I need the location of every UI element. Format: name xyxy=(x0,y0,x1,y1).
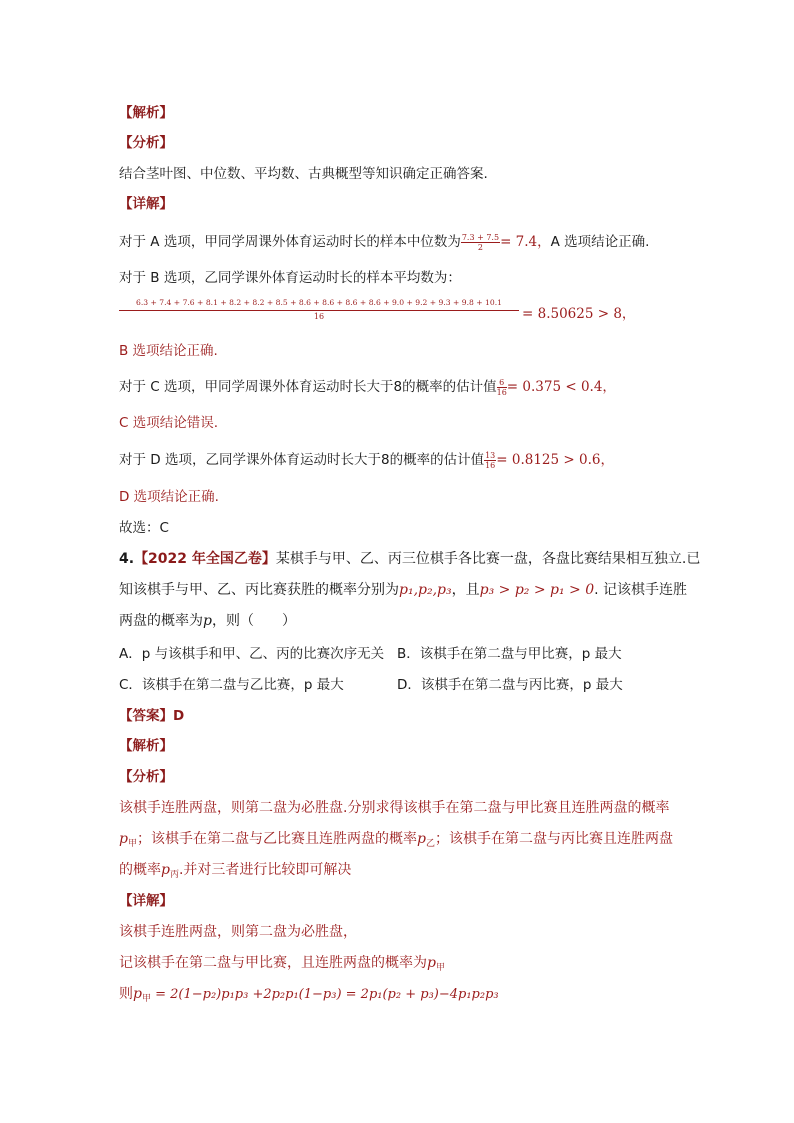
subscript: 丙 xyxy=(169,870,179,880)
option-d-prefix: 对于 D 选项，乙同学课外体育运动时长大于8的概率的估计值 xyxy=(119,452,485,468)
question-4-line-1 xyxy=(119,549,700,569)
fenxi-text-3c: .并对三者进行比较即可解决 xyxy=(178,862,352,878)
fraction-denominator: 2 xyxy=(461,242,500,252)
question-text-1: 某棋手与甲、乙、丙三位棋手各比赛一盘，各盘比赛结果相互独立.已 xyxy=(275,551,701,567)
fenxi-text: 结合茎叶图、中位数、平均数、古典概型等知识确定正确答案. xyxy=(119,166,488,182)
option-d-result: = 0.8125 > 0.6， xyxy=(496,452,614,468)
probability-formula: = 2(1−p₂)p₁p₃ +2p₂p₁(1−p₃) = 2p₁(p₂ + p₃)−4p₁p₂p₃ xyxy=(150,987,499,1002)
probabilities: p₁,p₂,p₃ xyxy=(399,582,452,598)
subscript: 甲 xyxy=(127,839,137,849)
fenxi-text-2b: ；该棋手在第二盘与乙比赛且连胜两盘的概率 xyxy=(136,831,417,847)
option-a-prefix: 对于 A 选项，甲同学周课外体育运动时长的样本中位数为 xyxy=(119,234,461,250)
fraction-denominator: 16 xyxy=(485,460,496,470)
p-symbol: p xyxy=(427,955,436,971)
question-4-line-3 xyxy=(119,611,296,631)
subscript: 甲 xyxy=(141,994,151,1004)
subscript: 乙 xyxy=(425,839,435,849)
option-d-analysis xyxy=(119,450,614,470)
xiangjie-heading: 【详解】 xyxy=(119,196,173,212)
option-a-analysis xyxy=(119,232,649,252)
option-b: B．该棋手在第二盘与甲比赛，p 最大 xyxy=(397,646,622,662)
question-source: 【2022 年全国乙卷】 xyxy=(134,551,276,567)
option-c-fraction xyxy=(497,378,507,397)
option-b-analysis: 对于 B 选项，乙同学课外体育运动时长的样本平均数为： xyxy=(119,270,461,286)
option-b-result: = 8.50625 > 8， xyxy=(522,306,636,322)
fraction-numerator: 7.3 + 7.5 xyxy=(461,232,500,242)
q4-fenxi-heading: 【分析】 xyxy=(119,769,173,785)
fenxi-heading: 【分析】 xyxy=(119,135,173,151)
detail-line-2 xyxy=(119,953,445,978)
option-d-fraction xyxy=(484,451,496,470)
answer-choice: 故选：C xyxy=(119,520,169,536)
q4-jiexi-heading: 【解析】 xyxy=(119,738,173,754)
fenxi-text-2d: ；该棋手在第二盘与丙比赛且连胜两盘 xyxy=(434,831,673,847)
p-symbol: p xyxy=(203,613,212,629)
p-symbol: p xyxy=(133,986,142,1002)
option-b-conclusion: B 选项结论正确. xyxy=(119,343,218,359)
option-a: A．p 与该棋手和甲、乙、丙的比赛次序无关 xyxy=(119,646,385,662)
option-c-prefix: 对于 C 选项，甲同学周课外体育运动时长大于8的概率的估计值 xyxy=(119,379,497,395)
question-4-line-2 xyxy=(119,580,687,600)
mean-fraction-denominator: 16 xyxy=(313,312,325,321)
fraction-numerator: 6 xyxy=(499,377,505,387)
detail-text-2a: 记该棋手在第二盘与甲比赛，且连胜两盘的概率为 xyxy=(119,955,427,971)
option-c-conclusion: C 选项结论错误. xyxy=(119,415,219,431)
mean-fraction xyxy=(119,298,519,322)
option-a-fraction xyxy=(461,233,500,252)
mean-fraction-numerator: 6.3 + 7.4 + 7.6 + 8.1 + 8.2 + 8.2 + 8.5 + 8.6 + 8.6 + 8.6 + 8.6 + 9.0 + 9.2 + 9.3 + 9.8 + 10.1 xyxy=(136,298,502,307)
jiexi-heading: 【解析】 xyxy=(119,105,173,121)
option-a-suffix: A 选项结论正确. xyxy=(550,234,650,250)
subscript: 甲 xyxy=(435,963,445,973)
fraction-bar xyxy=(119,310,519,311)
inequality: p₃ > p₂ > p₁ > 0 xyxy=(479,582,595,598)
question-text-3b: ，则（ ） xyxy=(211,613,296,629)
option-c-analysis xyxy=(119,377,616,397)
p-symbol: p xyxy=(416,831,426,847)
question-text-2b: ，且 xyxy=(451,582,480,598)
option-d-conclusion: D 选项结论正确. xyxy=(119,489,219,505)
question-text-2c: . 记该棋手连胜 xyxy=(594,582,688,598)
p-symbol: p xyxy=(119,831,128,847)
detail-text-3a: 则 xyxy=(119,986,133,1002)
fenxi-line-2 xyxy=(119,829,673,854)
p-symbol: p xyxy=(161,862,170,878)
q4-xiangjie-heading: 【详解】 xyxy=(119,893,173,909)
fenxi-text-3a: 的概率 xyxy=(119,862,161,878)
question-text-3a: 两盘的概率为 xyxy=(119,613,203,629)
option-c: C．该棋手在第二盘与乙比赛，p 最大 xyxy=(119,677,344,693)
answer-heading: 【答案】D xyxy=(119,708,185,724)
detail-line-3 xyxy=(119,984,499,1009)
fenxi-line-1: 该棋手连胜两盘，则第二盘为必胜盘.分别求得该棋手在第二盘与甲比赛且连胜两盘的概率 xyxy=(119,800,670,816)
option-a-result: = 7.4， xyxy=(500,234,551,250)
option-c-result: = 0.375 < 0.4， xyxy=(506,379,616,395)
question-number: 4. xyxy=(119,551,135,567)
fraction-numerator: 13 xyxy=(485,450,496,460)
fenxi-line-3 xyxy=(119,860,351,885)
option-d: D．该棋手在第二盘与丙比赛，p 最大 xyxy=(397,677,623,693)
detail-line-1: 该棋手连胜两盘，则第二盘为必胜盘， xyxy=(119,924,357,940)
fraction-denominator: 16 xyxy=(496,387,507,397)
question-text-2a: 知该棋手与甲、乙、丙比赛获胜的概率分别为 xyxy=(119,582,399,598)
